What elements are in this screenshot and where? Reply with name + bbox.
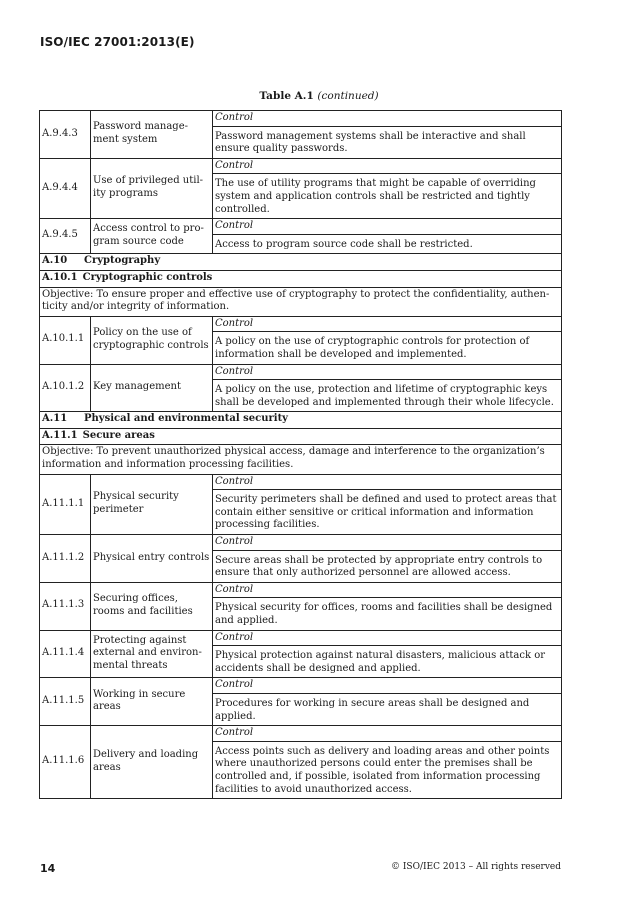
section-row (40, 412, 562, 429)
control-description (213, 158, 562, 218)
control-label: Control (213, 219, 561, 235)
control-name: Physical entry controls (91, 535, 213, 583)
control-name: Use of privileged util-ity programs (91, 158, 213, 218)
section-heading-a10 (40, 254, 562, 271)
control-text: Access to program source code shall be restricted. (215, 238, 473, 250)
control-name: Physical security perimeter (91, 474, 213, 534)
controls-table (39, 110, 562, 799)
control-label: Control (213, 726, 561, 742)
table-row (40, 678, 562, 726)
section-title: Cryptography (84, 255, 161, 267)
control-description (213, 474, 562, 534)
table-row (40, 726, 562, 799)
control-ref: A.9.4.5 (40, 219, 91, 254)
control-ref: A.11.1.4 (40, 630, 91, 678)
subsection-title: Secure areas (82, 429, 155, 441)
control-label: Control (213, 583, 561, 599)
subsection-heading-a10-1 (40, 270, 562, 287)
control-text: Access points such as delivery and loading areas and other points where unauthorized persons could enter the premises shall be controlled and, if possible, isolated from information processing facilities to avoid unauthorized access. (215, 745, 550, 795)
table-row (40, 474, 562, 534)
control-ref: A.11.1.5 (40, 678, 91, 726)
control-text: Physical protection against natural disasters, malicious attack or accidents shall be designed and applied. (215, 650, 545, 674)
control-ref: A.10.1.2 (40, 364, 91, 412)
table-row (40, 535, 562, 583)
table-row (40, 364, 562, 412)
control-text: The use of utility programs that might be capable of overriding system and application controls shall be restricted and tightly controlled. (215, 178, 536, 215)
control-description (213, 726, 562, 799)
control-text: Password management systems shall be interactive and shall ensure quality passwords. (215, 130, 526, 155)
table-row (40, 316, 562, 364)
control-label: Control (213, 678, 561, 694)
objective-text: Objective: To prevent unauthorized physical access, damage and interference to the organization’s information and information processing facilities. (40, 445, 562, 474)
table-caption-title: Table A.1 (259, 90, 314, 102)
control-name: Password manage-ment system (91, 111, 213, 159)
control-text: Secure areas shall be protected by appropriate entry controls to ensure that only authorized personnel are allowed access. (215, 554, 543, 579)
control-ref: A.11.1.3 (40, 582, 91, 630)
control-name: Key management (91, 364, 213, 412)
control-description (213, 582, 562, 630)
control-name: Access control to pro-gram source code (91, 219, 213, 254)
subsection-title: Cryptographic controls (82, 271, 213, 283)
control-label: Control (213, 317, 561, 333)
objective-row (40, 287, 562, 316)
control-name: Working in secure areas (91, 678, 213, 726)
subsection-heading-a11-1 (40, 428, 562, 445)
subsection-id: A.11.1 (42, 429, 78, 441)
control-description (213, 316, 562, 364)
section-title: Physical and environmental security (84, 413, 288, 425)
subsection-row (40, 270, 562, 287)
copyright-notice: © ISO/IEC 2013 – All rights reserved (391, 862, 561, 872)
table-row (40, 582, 562, 630)
control-label: Control (213, 475, 561, 491)
section-id: A.11 (42, 413, 68, 425)
control-description (213, 111, 562, 159)
objective-text: Objective: To ensure proper and effective use of cryptography to protect the confidentiality, authen-ticity and/or integrity of information. (40, 287, 562, 316)
control-ref: A.11.1.2 (40, 535, 91, 583)
subsection-id: A.10.1 (42, 271, 78, 283)
table-caption (0, 90, 638, 102)
table-row (40, 630, 562, 678)
control-text: Physical security for offices, rooms and facilities shall be designed and applied. (215, 602, 553, 626)
control-label: Control (213, 159, 561, 175)
control-name: Delivery and loading areas (91, 726, 213, 799)
control-ref: A.11.1.6 (40, 726, 91, 799)
control-name: Securing offices, rooms and facilities (91, 582, 213, 630)
control-description (213, 678, 562, 726)
control-text: A policy on the use of cryptographic controls for protection of information shall be developed and implemented. (215, 336, 530, 360)
table-row (40, 111, 562, 159)
table-row (40, 158, 562, 218)
subsection-row (40, 428, 562, 445)
control-ref: A.11.1.1 (40, 474, 91, 534)
control-label: Control (213, 631, 561, 647)
control-label: Control (213, 365, 561, 381)
control-text: A policy on the use, protection and lifetime of cryptographic keys shall be developed and implemented through their whole lifecycle. (215, 384, 554, 408)
control-ref: A.9.4.3 (40, 111, 91, 159)
table-caption-suffix: (continued) (317, 90, 379, 102)
control-description (213, 630, 562, 678)
page-number: 14 (40, 862, 56, 875)
control-name: Policy on the use of cryptographic controls (91, 316, 213, 364)
control-label: Control (213, 111, 561, 127)
section-row (40, 254, 562, 271)
control-description (213, 535, 562, 583)
control-text: Procedures for working in secure areas shall be designed and applied. (215, 697, 530, 722)
section-id: A.10 (42, 255, 68, 267)
section-heading-a11 (40, 412, 562, 429)
control-name: Protecting against external and environ-mental threats (91, 630, 213, 678)
standard-header: ISO/IEC 27001:2013(E) (40, 35, 195, 49)
control-ref: A.9.4.4 (40, 158, 91, 218)
objective-row (40, 445, 562, 474)
control-description (213, 219, 562, 254)
table-row (40, 219, 562, 254)
control-description (213, 364, 562, 412)
control-text: Security perimeters shall be defined and used to protect areas that contain either sensitive or critical information and information processing facilities. (215, 494, 557, 531)
control-label: Control (213, 535, 561, 551)
control-ref: A.10.1.1 (40, 316, 91, 364)
